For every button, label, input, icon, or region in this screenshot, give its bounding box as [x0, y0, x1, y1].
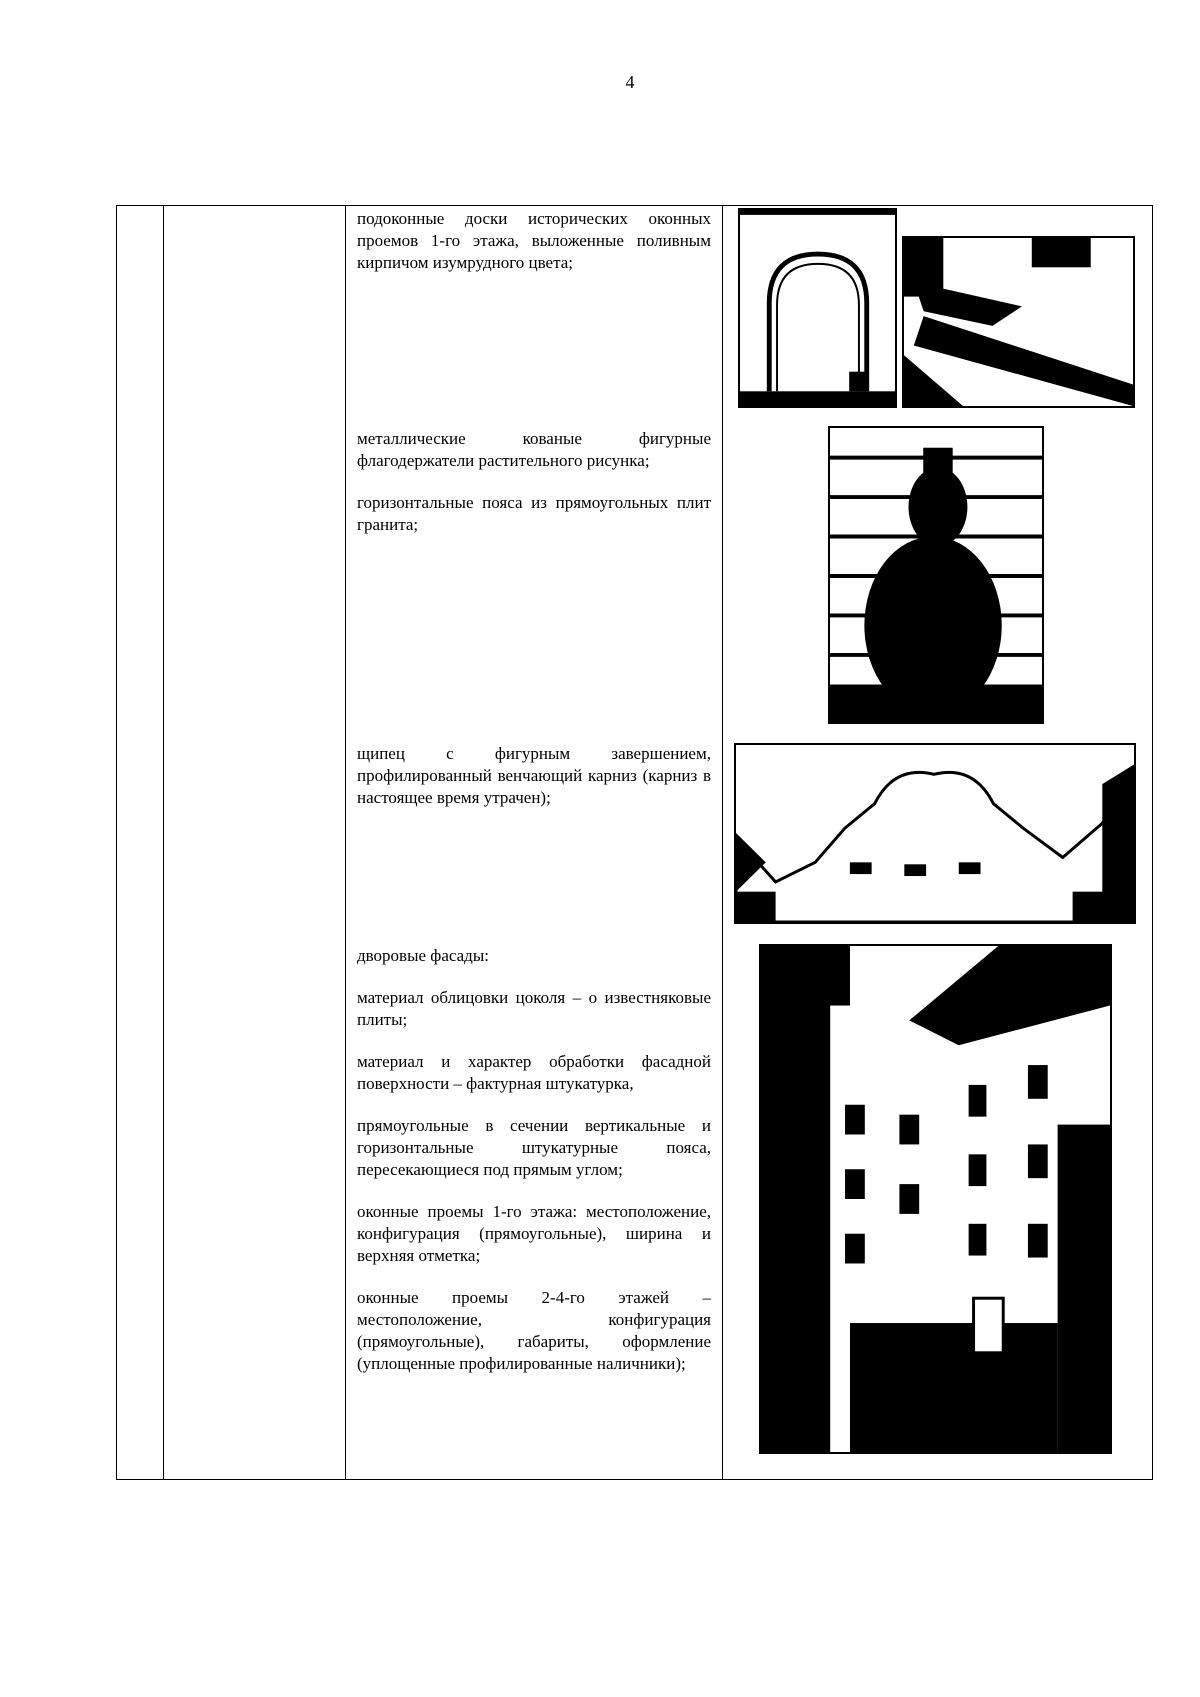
paragraph: металлические кованые фигурные флагодержатели растительного рисунка; — [357, 429, 711, 470]
paragraph: оконные проемы 2-4-го этажей – местоположение, конфигурация (прямоугольные), габариты, оформление (уплощенные профилированные наличники); — [357, 1288, 711, 1373]
paragraph: материал и характер обработки фасадной поверхности – фактурная штукатурка, — [357, 1052, 711, 1093]
row-2-text — [357, 428, 711, 556]
row-1-text — [357, 208, 711, 294]
page-number: 4 — [625, 72, 635, 92]
column-divider — [163, 206, 164, 1479]
paragraph: материал облицовки цоколя – о известняковые плиты; — [357, 988, 711, 1029]
paragraph: дворовые фасады: — [357, 946, 489, 965]
row-3-text — [357, 743, 711, 829]
column-divider — [345, 206, 346, 1479]
flag-holder-photo — [828, 426, 1044, 724]
gable-photo — [734, 743, 1136, 924]
arched-window-photo — [738, 208, 897, 408]
column-divider — [722, 206, 723, 1479]
row-4-text — [357, 945, 711, 1395]
paragraph: оконные проемы 1-го этажа: местоположение, конфигурация (прямоугольные), ширина и верхняя отметка; — [357, 1202, 711, 1265]
paragraph: подоконные доски исторических оконных проемов 1-го этажа, выложенные поливным кирпичом изумрудного цвета; — [357, 209, 711, 272]
paragraph: горизонтальные пояса из прямоугольных плит гранита; — [357, 493, 711, 534]
description-column — [357, 208, 711, 1478]
window-sill-photo — [902, 236, 1135, 408]
paragraph: прямоугольные в сечении вертикальные и горизонтальные штукатурные пояса, пересекающиеся под прямым углом; — [357, 1116, 711, 1179]
paragraph: щипец с фигурным завершением, профилированный венчающий карниз (карниз в настоящее время утрачен); — [357, 744, 711, 807]
courtyard-facade-photo — [759, 944, 1112, 1454]
